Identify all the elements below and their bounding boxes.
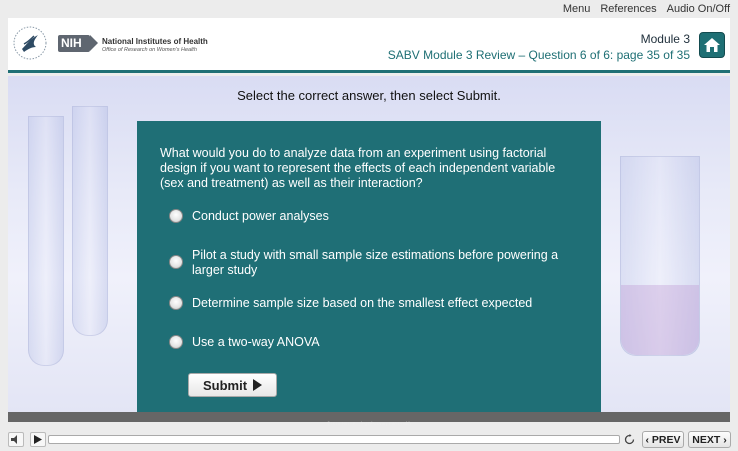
instruction-text: Select the correct answer, then select Submit.: [237, 88, 501, 103]
org-name-line: National Institutes of Health: [102, 37, 208, 46]
replay-icon: [624, 434, 635, 445]
course-header: [8, 18, 730, 73]
answer-option-1[interactable]: [169, 209, 572, 224]
play-icon: [34, 435, 42, 444]
answer-option-4[interactable]: [169, 335, 572, 350]
menu-link[interactable]: Menu: [562, 3, 591, 15]
answer-label: Conduct power analyses: [192, 209, 329, 223]
question-text: What would you do to analyze data from an experiment using factorial design if you want to represent the effects of each independent variable (sex and treatment) as well as their interaction?: [160, 146, 556, 190]
org-sub-line: Office of Research on Women's Health: [102, 47, 197, 53]
hhs-eagle-logo: [12, 25, 48, 61]
radio-button[interactable]: [169, 335, 183, 349]
prev-button[interactable]: ‹ PREV: [642, 431, 684, 448]
replay-button[interactable]: [622, 432, 636, 447]
question-panel: [137, 121, 601, 412]
radio-button[interactable]: [169, 296, 183, 310]
answer-option-2[interactable]: [169, 248, 572, 278]
tube-liquid: [621, 285, 699, 355]
volume-button[interactable]: [8, 432, 24, 447]
speaker-icon: [11, 435, 21, 444]
copyright-bar: [8, 412, 730, 426]
answer-label: Determine sample size based on the smallest effect expected: [192, 296, 533, 310]
submit-label: Submit: [202, 377, 248, 393]
play-button[interactable]: [30, 432, 46, 447]
player-controls: [0, 428, 738, 451]
radio-button[interactable]: [169, 255, 183, 269]
seek-bar[interactable]: [48, 435, 620, 444]
next-button[interactable]: NEXT ›: [688, 431, 731, 448]
answer-label: Use a two-way ANOVA: [192, 335, 320, 349]
home-button[interactable]: [699, 32, 725, 58]
radio-button[interactable]: [169, 209, 183, 223]
submit-button[interactable]: [188, 373, 277, 397]
top-menu: [0, 0, 738, 18]
background-test-tube: [620, 156, 700, 356]
org-name: [102, 37, 208, 53]
audio-toggle-link[interactable]: Audio On/Off: [666, 3, 730, 15]
answer-label: Pilot a study with small sample size estimations before powering a larger study: [192, 248, 559, 277]
background-test-tube: [28, 116, 64, 366]
question-progress: SABV Module 3 Review – Question 6 of 6: page 35 of 35: [387, 48, 690, 62]
slide-content: [8, 76, 730, 412]
background-test-tube: [72, 106, 108, 336]
references-link[interactable]: References: [600, 3, 657, 15]
nih-logo: NIH: [58, 35, 90, 52]
play-arrow-icon: [253, 379, 262, 391]
copyright-text: ©2019 NIH_Turning Discovery Into Health: [327, 421, 411, 426]
home-icon: [703, 37, 721, 53]
answer-option-3[interactable]: [169, 296, 572, 311]
module-label: Module 3: [640, 32, 690, 46]
module-title: [388, 32, 690, 62]
